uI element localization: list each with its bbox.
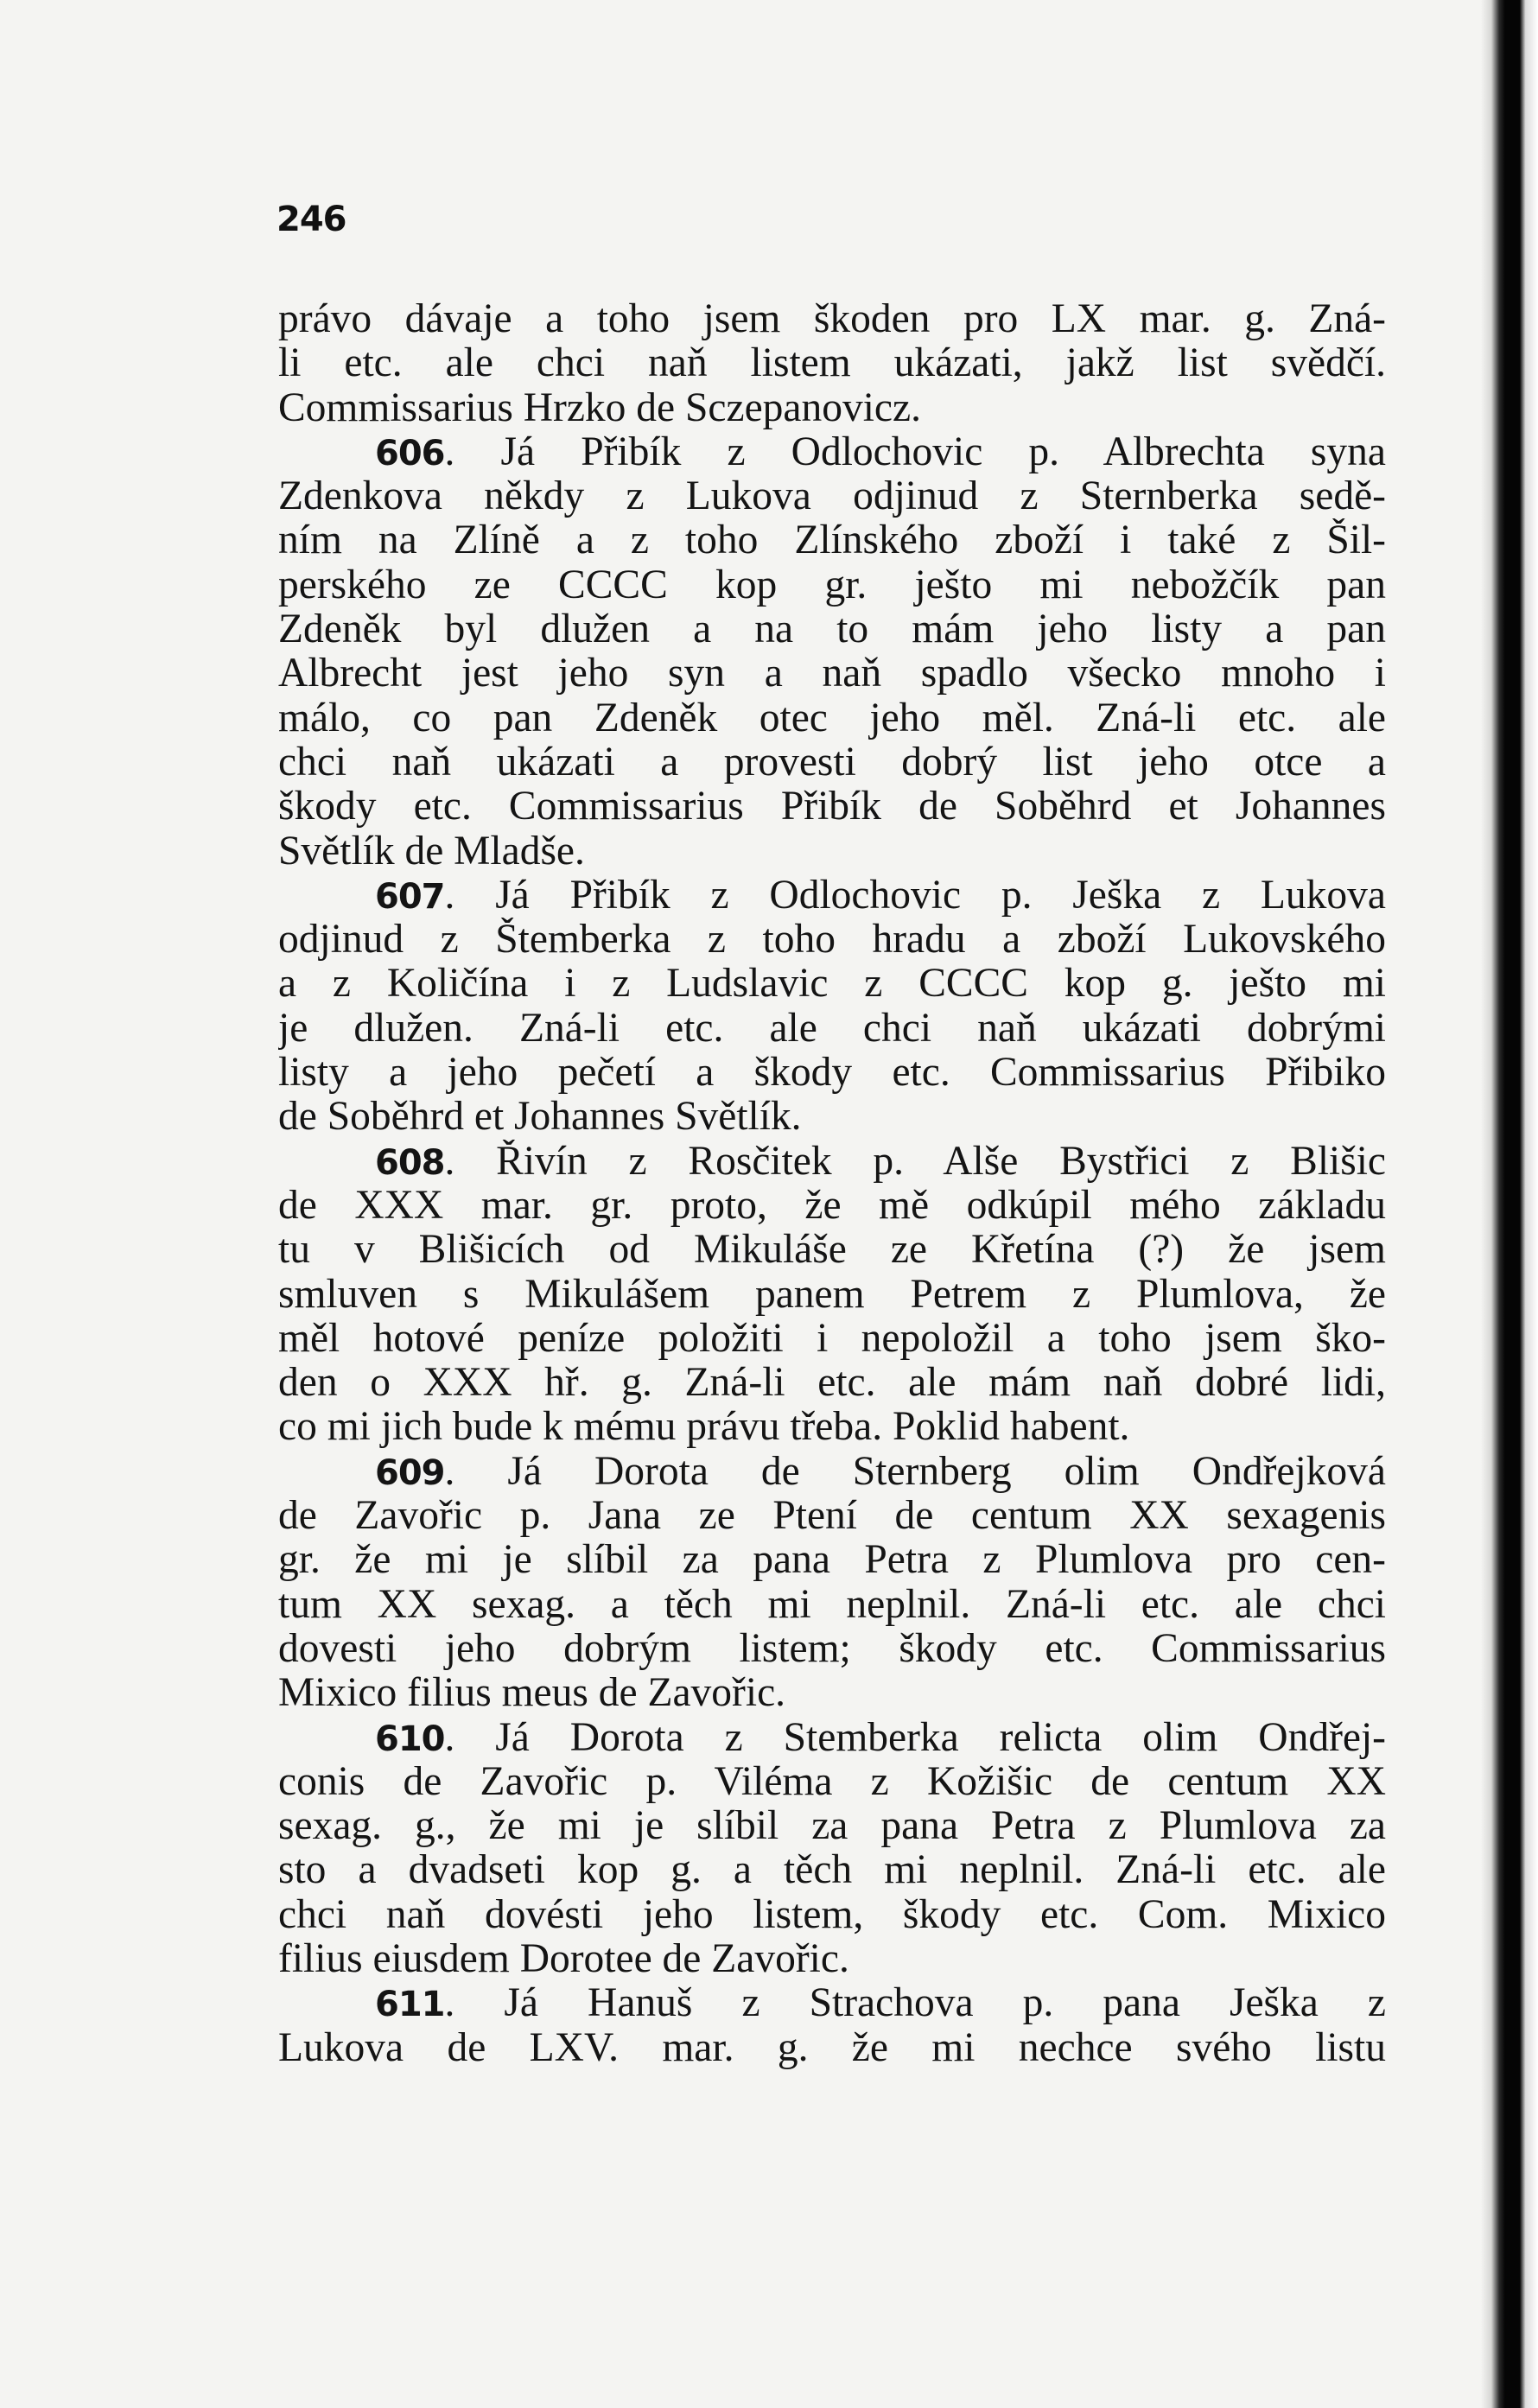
text-line: de Soběhrd et Johannes Světlík. xyxy=(278,1095,802,1140)
text-line: sexag. g., že mi je slíbil za pana Petra z Plumlova za xyxy=(278,1804,1386,1849)
entry-number: 610 xyxy=(375,1719,445,1759)
entry-number: 611 xyxy=(375,1985,445,2025)
text-line: právo dávaje a toho jsem škoden pro LX mar. g. Zná- xyxy=(278,297,1386,341)
entry-heading-line: 606. Já Přibík z Odlochovic p. Albrechta syna xyxy=(375,429,1386,474)
entry-number: 606 xyxy=(375,433,445,473)
entry-heading-line: 610. Já Dorota z Stemberka relicta olim Ondřej- xyxy=(375,1715,1386,1760)
text-line: ním na Zlíně a z toho Zlínského zboží i také z Šil- xyxy=(278,518,1386,563)
entry-number: 609 xyxy=(375,1452,445,1493)
text-line: odjinud z Štemberka z toho hradu a zboží Lukovského xyxy=(278,918,1386,963)
text-line: conis de Zavořic p. Viléma z Kožišic de centum XX xyxy=(278,1759,1386,1804)
entry-text: Já Přibík z Odlochovic p. Albrechta syna xyxy=(454,429,1386,474)
entry-text: Já Přibík z Odlochovic p. Ješka z Lukova xyxy=(454,873,1386,918)
entry-text: Já Hanuš z Strachova p. pana Ješka z xyxy=(454,1981,1386,2026)
text-line: chci naň dovésti jeho listem, škody etc. Com. Mixico xyxy=(278,1892,1386,1937)
text-line: Lukova de LXV. mar. g. že mi nechce svého listu xyxy=(278,2025,1386,2070)
text-line: de Zavořic p. Jana ze Ptení de centum XX sexagenis xyxy=(278,1494,1386,1539)
text-line: málo, co pan Zdeněk otec jeho měl. Zná-li etc. ale xyxy=(278,696,1386,740)
text-line: Zdeněk byl dlužen a na to mám jeho listy a pan xyxy=(278,607,1386,652)
text-line: li etc. ale chci naň listem ukázati, jakž list svědčí. xyxy=(278,341,1386,386)
entry-heading-line: 609. Já Dorota de Sternberg olim Ondřejková xyxy=(375,1449,1386,1494)
text-line: Mixico filius meus de Zavořic. xyxy=(278,1671,786,1716)
text-line: Světlík de Mladše. xyxy=(278,829,585,874)
text-line: Commissarius Hrzko de Sczepanovicz. xyxy=(278,385,921,430)
text-line: sto a dvadseti kop g. a těch mi neplnil. Zná-li etc. ale xyxy=(278,1848,1386,1893)
text-line: měl hotové peníze položiti i nepoložil a toho jsem ško- xyxy=(278,1316,1386,1361)
entry-heading-line: 608. Řivín z Rosčitek p. Alše Bystřici z Blišic xyxy=(375,1139,1386,1184)
entry-text: Řivín z Rosčitek p. Alše Bystřici z Blišic xyxy=(454,1139,1386,1184)
text-line: de XXX mar. gr. proto, že mě odkúpil mého základu xyxy=(278,1183,1386,1228)
entry-number: 608 xyxy=(375,1142,445,1183)
page-number: 246 xyxy=(276,200,346,239)
text-line: a z Količína i z Ludslavic z CCCC kop g. ješto mi xyxy=(278,962,1386,1007)
text-block xyxy=(278,297,1386,2070)
text-line: listy a jeho pečetí a škody etc. Commissarius Přibiko xyxy=(278,1051,1386,1096)
text-line: smluven s Mikulášem panem Petrem z Plumlova, že xyxy=(278,1272,1386,1317)
text-line: gr. že mi je slíbil za pana Petra z Plumlova pro cen- xyxy=(278,1538,1386,1583)
text-line: Albrecht jest jeho syn a naň spadlo všecko mnoho i xyxy=(278,651,1386,696)
entry-heading-line: 611. Já Hanuš z Strachova p. pana Ješka z xyxy=(375,1981,1386,2026)
text-line: filius eiusdem Dorotee de Zavořic. xyxy=(278,1936,849,1981)
page-edge-shadow xyxy=(1481,0,1538,2408)
text-line: škody etc. Commissarius Přibík de Soběhrd et Johannes xyxy=(278,785,1386,829)
text-line: co mi jich bude k mému právu třeba. Poklid habent. xyxy=(278,1405,1130,1450)
text-line: tum XX sexag. a těch mi neplnil. Zná-li etc. ale chci xyxy=(278,1582,1386,1627)
text-line: den o XXX hř. g. Zná-li etc. ale mám naň dobré lidi, xyxy=(278,1361,1386,1406)
entry-text: Já Dorota de Sternberg olim Ondřejková xyxy=(454,1449,1386,1494)
entry-heading-line: 607. Já Přibík z Odlochovic p. Ješka z Lukova xyxy=(375,873,1386,918)
entry-number: 607 xyxy=(375,876,445,917)
text-line: dovesti jeho dobrým listem; škody etc. Commissarius xyxy=(278,1626,1386,1671)
text-line: Zdenkova někdy z Lukova odjinud z Sternberka sedě- xyxy=(278,474,1386,519)
entry-text: Já Dorota z Stemberka relicta olim Ondřej- xyxy=(454,1715,1386,1760)
text-line: chci naň ukázati a provesti dobrý list jeho otce a xyxy=(278,740,1386,785)
text-line: je dlužen. Zná-li etc. ale chci naň ukázati dobrými xyxy=(278,1006,1386,1051)
text-line: tu v Blišicích od Mikuláše ze Křetína (?) že jsem xyxy=(278,1228,1386,1273)
text-line: perského ze CCCC kop gr. ješto mi nebožčík pan xyxy=(278,562,1386,607)
